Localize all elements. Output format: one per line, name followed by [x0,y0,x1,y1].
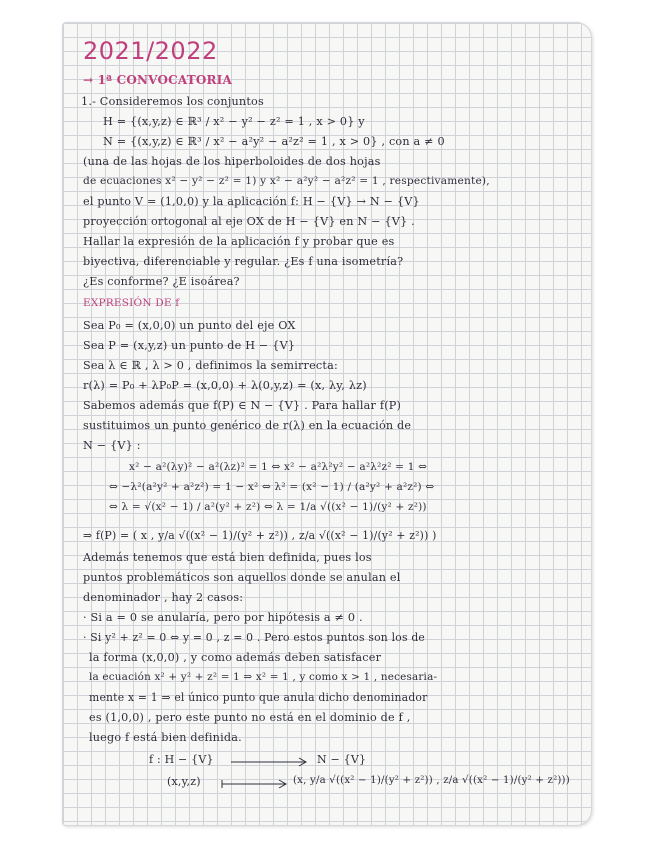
problem-line: de ecuaciones x² − y² − z² = 1) y x² − a²y² − a²z² = 1 , respectivamente), [83,175,490,187]
solution-line: Sea P = (x,y,z) un punto de H − {V} [83,339,296,352]
solution-line: sustituimos un punto genérico de r(λ) en la ecuación de [83,419,412,432]
problem-line: Hallar la expresión de la aplicación f y probar que es [83,235,395,248]
notebook-page [62,22,592,826]
mapping-codomain: N − {V} [317,753,367,766]
solution-line: Sea λ ∈ ℝ , λ > 0 , definimos la semirrecta: [83,359,338,372]
result-line: ⇒ f(P) = ( x , y/a √((x² − 1)/(y² + z²)) , z/a √((x² − 1)/(y² + z²)) ) [83,529,437,542]
discussion-line: denominador , hay 2 casos: [83,591,244,604]
mapping-domain: f : H − {V} [149,753,214,766]
discussion-line: la forma (x,0,0) , y como además deben satisfacer [89,651,382,664]
problem-line: 1.- Consideremos los conjuntos [81,95,264,108]
problem-line: N = {(x,y,z) ∈ ℝ³ / x² − a²y² − a²z² = 1 , x > 0} , con a ≠ 0 [103,135,445,148]
mapping-image: (x, y/a √((x² − 1)/(y² + z²)) , z/a √((x² − 1)/(y² + z²))) [293,775,570,786]
mapping-arrow [231,757,311,767]
discussion-line: luego f está bien definida. [89,731,242,744]
problem-line: proyección ortogonal al eje OX de H − {V} en N − {V} . [83,215,415,228]
problem-line: ¿Es conforme? ¿E isoárea? [83,275,240,288]
solution-line: N − {V} : [83,439,141,452]
solution-line: Sea P₀ = (x,0,0) un punto del eje OX [83,319,296,332]
discussion-line: · Si y² + z² = 0 ⇔ y = 0 , z = 0 . Pero estos puntos son los de [83,631,426,644]
problem-line: H = {(x,y,z) ∈ ℝ³ / x² − y² − z² = 1 , x > 0} y [103,115,365,128]
convocatoria-heading: → 1ª CONVOCATORIA [83,73,233,87]
equation-line: x² − a²(λy)² − a²(λz)² = 1 ⇔ x² − a²λ²y² − a²λ²z² = 1 ⇔ [129,461,428,473]
equation-line: ⇔ λ = √(x² − 1) / a²(y² + z²) ⇔ λ = 1/a √((x² − 1)/(y² + z²)) [109,501,427,513]
mapsto-arrow [221,779,291,789]
discussion-line: · Si a = 0 se anularía, pero por hipótesis a ≠ 0 . [83,611,363,624]
problem-line: biyectiva, diferenciable y regular. ¿Es f una isometría? [83,255,404,268]
discussion-line: mente x = 1 ⇒ el único punto que anula dicho denominador [89,691,428,704]
solution-line: r(λ) = P₀ + λP₀P = (x,0,0) + λ(0,y,z) = (x, λy, λz) [83,379,367,392]
discussion-line: la ecuación x² + y² + z² = 1 ⇒ x² = 1 , y como x > 1 , necesaria- [89,671,438,683]
solution-line: Sabemos además que f(P) ∈ N − {V} . Para hallar f(P) [83,399,402,412]
discussion-line: es (1,0,0) , pero este punto no está en el dominio de f , [89,711,411,724]
year-title: 2021/2022 [83,37,218,65]
discussion-line: Además tenemos que está bien definida, pues los [83,551,372,564]
mapping-point: (x,y,z) [167,775,201,788]
discussion-line: puntos problemáticos son aquellos donde se anulan el [83,571,401,584]
solution-heading: EXPRESIÓN DE f [83,297,180,309]
equation-line: ⇔ −λ²(a²y² + a²z²) = 1 − x² ⇔ λ² = (x² − 1) / (a²y² + a²z²) ⇔ [109,481,435,493]
problem-line: (una de las hojas de los hiperboloides de dos hojas [83,155,381,168]
problem-line: el punto V = (1,0,0) y la aplicación f: H − {V} → N − {V} [83,195,420,208]
